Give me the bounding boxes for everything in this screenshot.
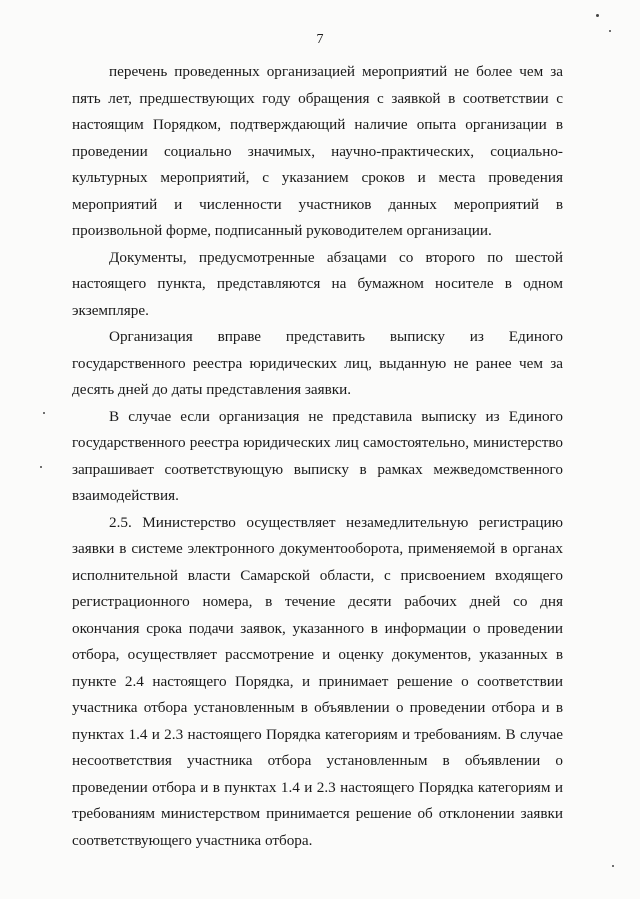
paragraph-3 bbox=[72, 324, 563, 404]
paragraph-1 bbox=[72, 59, 563, 245]
paragraph-2 bbox=[72, 245, 563, 325]
text-line: проведении социально значимых, научно-практических, социально- bbox=[72, 142, 563, 160]
text-line: требованиям министерством принимается решение об отклонении заявки bbox=[72, 805, 563, 822]
text-line: перечень проведенных организацией мероприятий не более чем за bbox=[109, 63, 563, 80]
text-line: отбора, осуществляет рассмотрение и оценку документов, указанных в bbox=[72, 646, 563, 663]
scan-speck bbox=[612, 865, 614, 867]
text-line: пять лет, предшествующих году обращения с заявкой в соответствии с bbox=[72, 89, 563, 107]
text-line: настоящим Порядком, подтверждающий наличие опыта организации в bbox=[72, 116, 563, 133]
text-line: 2.5. Министерство осуществляет незамедлительную регистрацию bbox=[109, 513, 563, 531]
text-line: пунктах 1.4 и 2.3 настоящего Порядка категориям и требованиям. В случае bbox=[72, 725, 563, 743]
text-line: мероприятий и численности участников данных мероприятий в bbox=[72, 195, 563, 213]
document-body bbox=[72, 59, 563, 854]
text-line: Документы, предусмотренные абзацами со второго по шестой bbox=[109, 248, 563, 266]
text-line: взаимодействия. bbox=[72, 487, 179, 504]
text-line: Организация вправе представить выписку из Единого bbox=[109, 328, 563, 345]
paragraph-4 bbox=[72, 404, 563, 510]
text-line: соответствующего участника отбора. bbox=[72, 831, 313, 849]
text-line: исполнительной власти Самарской области, с присвоением входящего bbox=[72, 566, 563, 584]
text-line: экземпляре. bbox=[72, 301, 149, 319]
text-line: окончания срока подачи заявок, указанного в информации о проведении bbox=[72, 619, 563, 637]
text-line: заявки в системе электронного документооборота, применяемой в органах bbox=[72, 540, 563, 557]
text-line: проведении отбора и в пунктах 1.4 и 2.3 настоящего Порядка категориям и bbox=[72, 778, 563, 796]
scan-speck bbox=[43, 412, 45, 414]
text-line: государственного реестра юридических лиц, выданную не ранее чем за bbox=[72, 354, 563, 372]
text-line: настоящего пункта, представляются на бумажном носителе в одном bbox=[72, 275, 563, 292]
paragraph-2-5 bbox=[72, 510, 563, 855]
page-number: 7 bbox=[316, 32, 324, 47]
text-line: государственного реестра юридических лиц самостоятельно, министерство bbox=[72, 434, 563, 451]
text-line: запрашивает соответствующую выписку в рамках межведомственного bbox=[72, 460, 563, 478]
text-line: регистрационного номера, в течение десяти рабочих дней со дня bbox=[72, 593, 563, 610]
text-line: культурных мероприятий, с указанием сроков и места проведения bbox=[72, 169, 563, 186]
text-line: пункте 2.4 настоящего Порядка, и принимает решение о соответствии bbox=[72, 672, 563, 690]
scan-speck bbox=[609, 30, 611, 32]
text-line: несоответствия участника отбора установленным в объявлении о bbox=[72, 752, 563, 769]
text-line: В случае если организация не представила выписку из Единого bbox=[109, 407, 563, 425]
scan-speck bbox=[596, 14, 599, 17]
text-line: участника отбора установленным в объявлении о проведении отбора и в bbox=[72, 699, 563, 716]
text-line: произвольной форме, подписанный руководителем организации. bbox=[72, 222, 492, 239]
scan-speck bbox=[40, 466, 42, 468]
text-line: десять дней до даты представления заявки. bbox=[72, 381, 352, 398]
